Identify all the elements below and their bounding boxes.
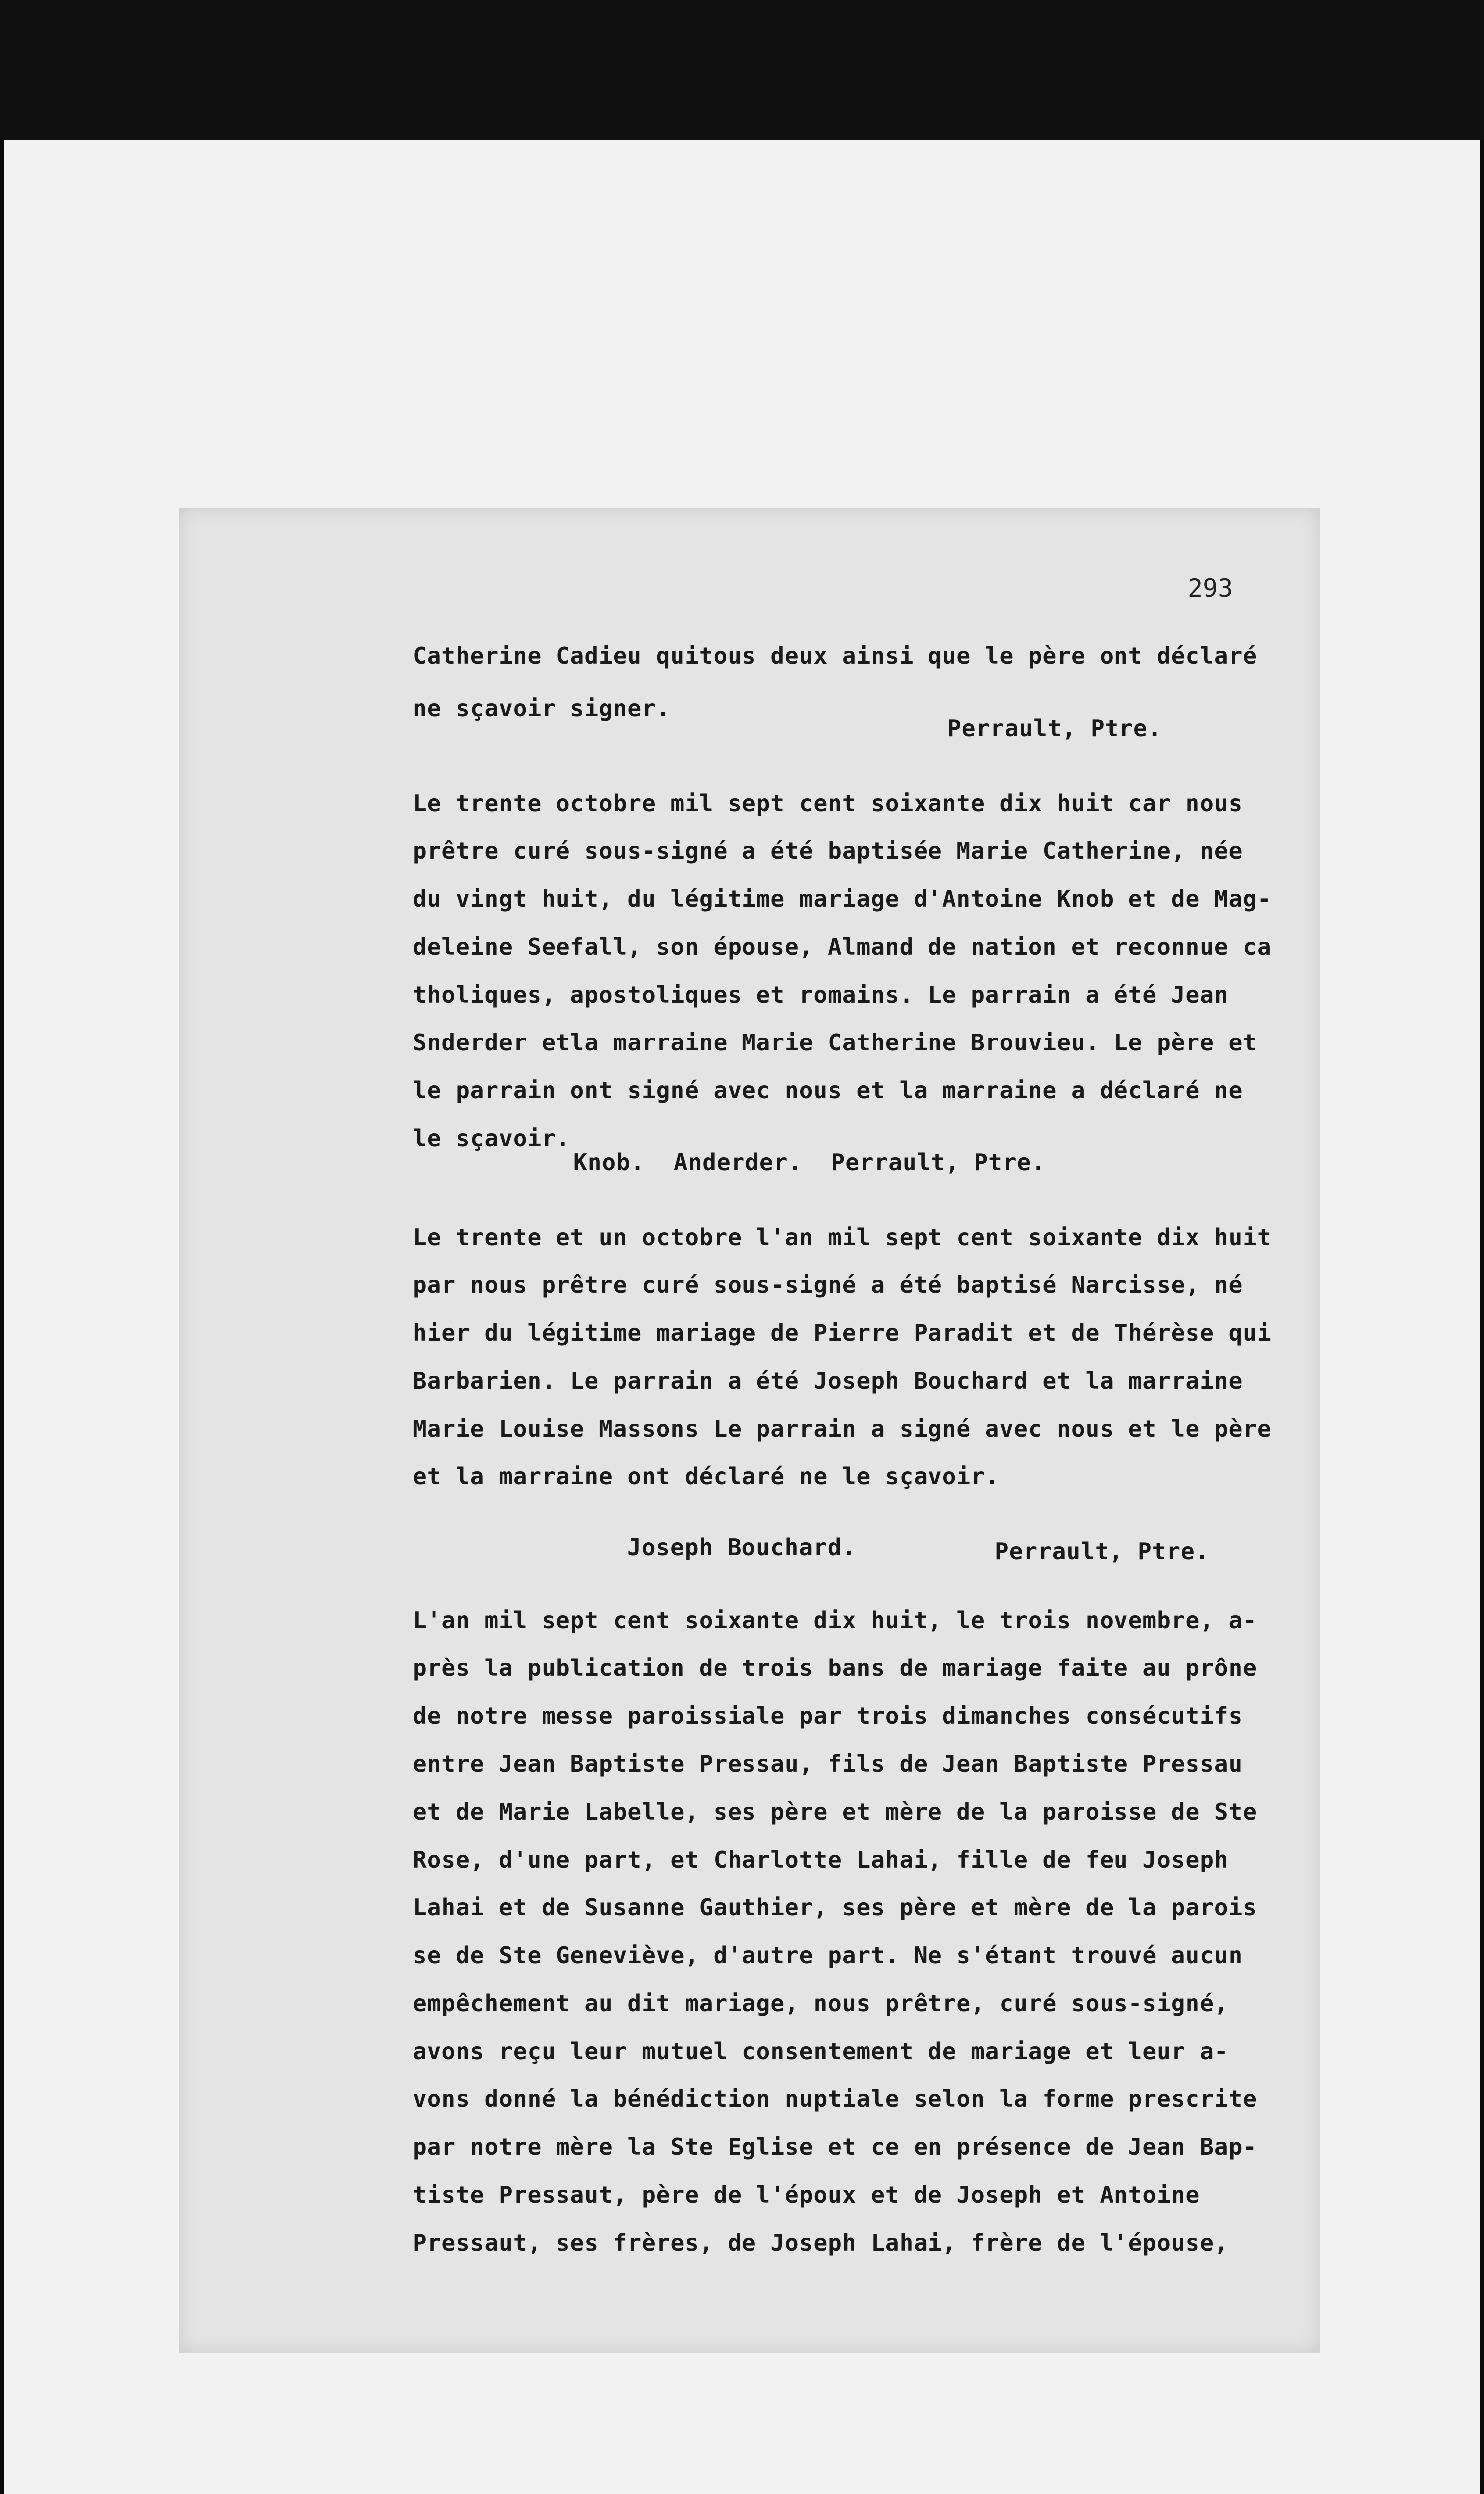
text-line: le sçavoir.	[413, 1125, 570, 1152]
text-line: tiste Pressaut, père de l'époux et de Joseph et Antoine	[413, 2181, 1200, 2208]
text-line: Lahai et de Susanne Gauthier, ses père et mère de la parois	[413, 1894, 1257, 1921]
text-line: Le trente et un octobre l'an mil sept cent soixante dix huit	[413, 1224, 1272, 1250]
signature-line: Knob. Anderder. Perrault, Ptre.	[573, 1149, 1046, 1176]
film-top-border	[0, 0, 1484, 140]
text-line: hier du légitime mariage de Pierre Paradit et de Thérèse qui	[413, 1319, 1272, 1346]
text-line: L'an mil sept cent soixante dix huit, le trois novembre, a-	[413, 1607, 1257, 1634]
text-line: Snderder etla marraine Marie Catherine Brouvieu. Le père et	[413, 1029, 1257, 1056]
text-line: près la publication de trois bans de mariage faite au prône	[413, 1655, 1257, 1681]
text-line: du vingt huit, du légitime mariage d'Antoine Knob et de Mag-	[413, 885, 1272, 912]
signature-line: Perrault, Ptre.	[995, 1538, 1210, 1565]
text-line: empêchement au dit mariage, nous prêtre, curé sous-signé,	[413, 1990, 1229, 2017]
text-line: Marie Louise Massons Le parrain a signé avec nous et le père	[413, 1415, 1272, 1442]
text-line: Le trente octobre mil sept cent soixante dix huit car nous	[413, 790, 1243, 817]
signature-line: Joseph Bouchard.	[627, 1534, 857, 1561]
text-line: prêtre curé sous-signé a été baptisée Marie Catherine, née	[413, 837, 1243, 864]
text-line: et la marraine ont déclaré ne le sçavoir.	[413, 1463, 1000, 1490]
text-line: et de Marie Labelle, ses père et mère de la paroisse de Ste	[413, 1798, 1257, 1825]
text-line: Pressaut, ses frères, de Joseph Lahai, frère de l'épouse,	[413, 2229, 1229, 2256]
text-line: par nous prêtre curé sous-signé a été baptisé Narcisse, né	[413, 1271, 1243, 1298]
text-line: Catherine Cadieu quitous deux ainsi que le père ont déclaré	[413, 642, 1257, 669]
text-line: avons reçu leur mutuel consentement de mariage et leur a-	[413, 2038, 1229, 2065]
text-line: Barbarien. Le parrain a été Joseph Bouchard et la marraine	[413, 1367, 1243, 1394]
text-line: se de Ste Geneviève, d'autre part. Ne s'étant trouvé aucun	[413, 1942, 1243, 1969]
text-line: ne sçavoir signer.	[413, 695, 671, 722]
text-line: Rose, d'une part, et Charlotte Lahai, fille de feu Joseph	[413, 1846, 1229, 1873]
text-line: tholiques, apostoliques et romains. Le parrain a été Jean	[413, 981, 1229, 1008]
text-line: de notre messe paroissiale par trois dimanches consécutifs	[413, 1702, 1243, 1729]
text-line: par notre mère la Ste Eglise et ce en présence de Jean Bap-	[413, 2133, 1257, 2160]
page-number: 293	[1188, 574, 1233, 603]
signature-line: Perrault, Ptre.	[947, 715, 1162, 742]
text-line: le parrain ont signé avec nous et la marraine a déclaré ne	[413, 1077, 1243, 1104]
text-line: deleine Seefall, son épouse, Almand de nation et reconnue ca	[413, 933, 1272, 960]
text-line: entre Jean Baptiste Pressau, fils de Jean Baptiste Pressau	[413, 1750, 1243, 1777]
text-line: vons donné la bénédiction nuptiale selon la forme prescrite	[413, 2085, 1257, 2112]
